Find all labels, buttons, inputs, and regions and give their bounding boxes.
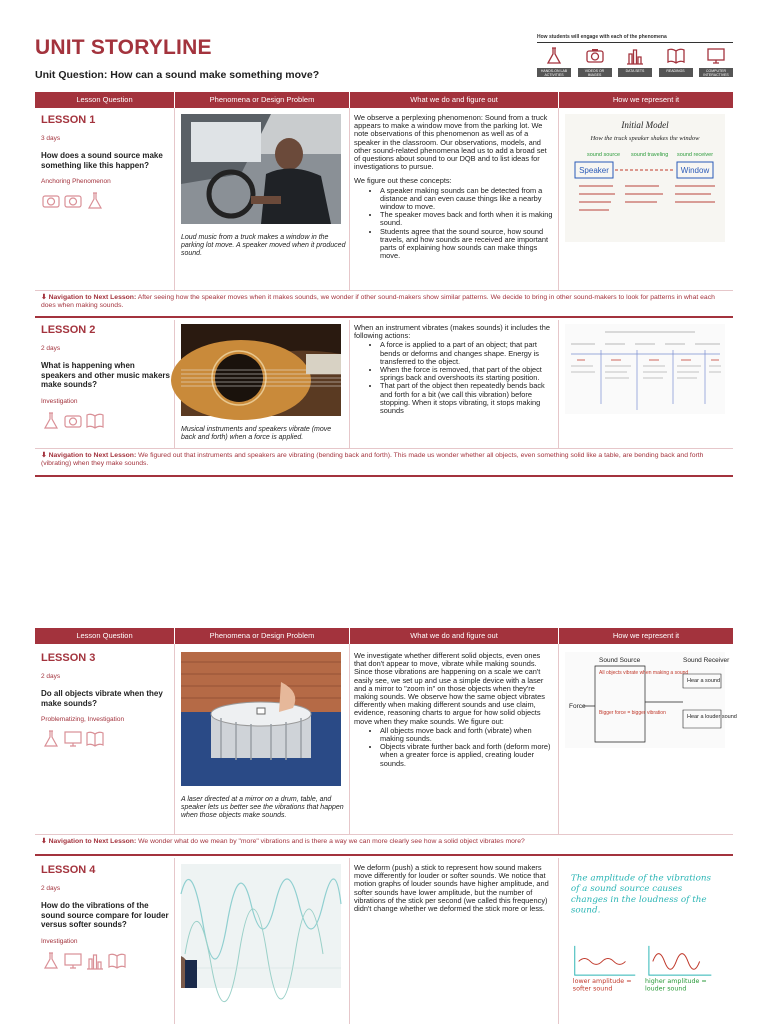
open-book-icon bbox=[107, 951, 127, 971]
nav-text: After seeing how the speaker moves when it makes sounds, we wonder if other sound-makers show similar patterns. We decide to bring in other sound-makers to look for patterns in what each does when making sounds. bbox=[41, 294, 715, 309]
concept-item: • That part of the object then repeatedly bends back and forth for a bit (we call this vibration) before stopping. When it stops vibrating, it stops making sounds bbox=[380, 382, 554, 415]
legend-label: READINGS bbox=[659, 68, 693, 77]
drum-photo bbox=[181, 652, 341, 786]
rep-label: Force bbox=[569, 703, 586, 710]
camera-icon bbox=[63, 411, 83, 431]
concept-item: • Students agree that the sound source, how sound travels, and how sounds are received are important parts of explaining how sounds can make things move. bbox=[380, 228, 554, 261]
lesson-type: Investigation bbox=[41, 937, 78, 945]
flask-icon bbox=[41, 729, 61, 749]
figure-out-text bbox=[354, 864, 554, 919]
navigation-note bbox=[35, 834, 733, 856]
engagement-legend bbox=[537, 34, 733, 77]
legend-hands-on bbox=[537, 46, 571, 77]
lesson-question: What is happening when speakers and other music makers make sounds? bbox=[41, 361, 170, 389]
engagement-heading: How students will engage with each of the phenomena bbox=[537, 34, 733, 43]
lesson-question: Do all objects vibrate when they make sounds? bbox=[41, 689, 163, 708]
nav-label: ⬇ Navigation to Next Lesson: bbox=[41, 838, 137, 845]
intro-text: We investigate whether different solid objects, even ones that don't appear to move, vibrate while making sounds. Since those vibrations are happening on a scale we can't easily see, we set up and use a simple device with a laser and a mirror to "zoom in" on those objects when they're making sounds. We observe how the same object vibrates differently when making different sounds and use claim, evidence, reasoning charts to argue for how solid objects move when they make sounds. We figure out: bbox=[354, 651, 545, 726]
low-amplitude-label: lower amplitude = softer sound bbox=[572, 977, 632, 993]
bar-chart-icon bbox=[85, 951, 105, 971]
col-figure-out: What we do and figure out bbox=[350, 628, 559, 644]
legend-videos bbox=[578, 46, 612, 77]
col-figure-out: What we do and figure out bbox=[350, 92, 559, 108]
bar-chart-icon bbox=[625, 46, 645, 66]
page-title: UNIT STORYLINE bbox=[35, 36, 212, 59]
lesson-days: 2 days bbox=[41, 885, 61, 892]
vibration-chart bbox=[565, 324, 725, 414]
camera-icon bbox=[63, 191, 83, 211]
lesson-type: Anchoring Phenomenon bbox=[41, 178, 111, 185]
initial-model-chart bbox=[565, 114, 725, 242]
navigation-note bbox=[35, 448, 733, 477]
col-represent: How we represent it bbox=[612, 631, 680, 640]
lesson-days: 3 days bbox=[41, 135, 61, 142]
legend-data bbox=[618, 46, 652, 77]
model-subtitle: How the truck speaker shakes the window bbox=[590, 135, 700, 142]
lesson-days: 2 days bbox=[41, 345, 61, 352]
lesson-title: LESSON 2 bbox=[41, 324, 96, 336]
open-book-icon bbox=[666, 46, 686, 66]
model-label: sound receiver bbox=[677, 152, 714, 158]
legend-computer bbox=[699, 46, 733, 77]
amplitude-chart bbox=[565, 864, 725, 1014]
col-represent: How we represent it bbox=[612, 95, 680, 104]
motion-graph-photo bbox=[181, 864, 341, 988]
legend-label: VIDEOS OR IMAGES bbox=[578, 68, 612, 77]
open-book-icon bbox=[85, 411, 105, 431]
legend-readings bbox=[659, 46, 693, 77]
lead-text: We figure out these concepts: bbox=[354, 176, 452, 186]
lesson-question: How do the vibrations of the sound source compare for louder versus softer sounds? bbox=[41, 901, 169, 929]
monitor-icon bbox=[63, 951, 83, 971]
col-phenomena: Phenomena or Design Problem bbox=[175, 628, 350, 644]
truck-photo bbox=[181, 114, 341, 224]
lesson-title: LESSON 3 bbox=[41, 652, 96, 664]
model-label: sound traveling bbox=[631, 152, 669, 158]
amplitude-note: The amplitude of the vibrations of a sound source causes changes in the loudness of the sound. bbox=[570, 873, 712, 916]
figure-out-text bbox=[354, 114, 554, 260]
model-label: Window bbox=[680, 166, 710, 175]
figure-out-text bbox=[354, 324, 554, 415]
phenomenon-caption: A laser directed at a mirror on a drum, table, and speaker lets us better see the vibrations that happen when those objects make sounds. bbox=[181, 796, 344, 819]
column-header-row bbox=[35, 92, 733, 108]
nav-label: ⬇ Navigation to Next Lesson: bbox=[41, 294, 137, 301]
sound-source-chart bbox=[565, 652, 737, 748]
camera-icon bbox=[585, 46, 605, 66]
model-label: sound source bbox=[587, 152, 621, 158]
legend-label: DATA SETS bbox=[618, 68, 652, 77]
flask-icon bbox=[544, 46, 564, 66]
rep-label: All objects vibrate when making a sound bbox=[599, 670, 689, 676]
lesson-type: Problematizing, Investigation bbox=[41, 716, 125, 723]
nav-text: We wonder what do we mean by "more" vibrations and is there a way we can more clearly see how a solid object vibrates more? bbox=[138, 838, 525, 845]
rep-label: Bigger force = bigger vibration bbox=[599, 710, 666, 716]
rep-label: Hear a sound bbox=[687, 678, 721, 684]
guitar-photo bbox=[181, 324, 341, 416]
intro-text: When an instrument vibrates (makes sounds) it includes the following actions: bbox=[354, 323, 550, 341]
concept-item: • A speaker making sounds can be detected from a distance and can even cause things like a nearby window to move. bbox=[380, 187, 554, 212]
phenomenon-caption: Musical instruments and speakers vibrate (move back and forth) when a force is applied. bbox=[181, 426, 332, 441]
model-label: Speaker bbox=[579, 166, 609, 175]
intro-text: We deform (push) a stick to represent how sound makers move differently for louder or softer sounds. We notice that motion graphs of louder sounds have higher amplitude, and softer sounds have lower amplitude, but the number of vibrations of the stick per second (we called this frequency) didn't change whether we deformed the stick more or less. bbox=[354, 863, 549, 914]
figure-out-text bbox=[354, 652, 554, 768]
lesson-question: How does a sound source make something like this happen? bbox=[41, 151, 163, 170]
concept-item: • When the force is removed, that part of the object springs back and overshoots its starting position. bbox=[380, 366, 554, 382]
col-phenomena: Phenomena or Design Problem bbox=[175, 92, 350, 108]
lesson-2-row bbox=[35, 324, 733, 448]
col-lesson-question: Lesson Question bbox=[35, 628, 175, 644]
concept-item: • Objects vibrate further back and forth (deform more) when a greater force is applied, creating louder sounds. bbox=[380, 743, 554, 768]
concept-item: • All objects move back and forth (vibrate) when making sounds. bbox=[380, 727, 554, 743]
camera-icon bbox=[41, 191, 61, 211]
flask-icon bbox=[41, 951, 61, 971]
legend-label: COMPUTER INTERACTIVES bbox=[699, 68, 733, 77]
lesson-type: Investigation bbox=[41, 397, 78, 405]
concept-item: • A force is applied to a part of an object; that part bends or deforms and changes shape. Energy is transferred to the object. bbox=[380, 341, 554, 366]
lesson-3-row bbox=[35, 651, 737, 834]
col-lesson-question: Lesson Question bbox=[35, 92, 175, 108]
rep-label: Sound Receiver bbox=[683, 657, 730, 664]
monitor-icon bbox=[706, 46, 726, 66]
open-book-icon bbox=[85, 729, 105, 749]
intro-text: We observe a perplexing phenomenon: Sound from a truck appears to make a window move from the parking lot. We note observations of this phenomenon as well as of a speaker in the classroom. Our observations, models, and other sound-related phenomena lead us to add a broad set of questions about sound to our DQB and to list ideas for investigations to pursue. bbox=[354, 113, 548, 172]
rep-label: Hear a louder sound bbox=[687, 714, 737, 720]
legend-label: HANDS-ON LAB ACTIVITIES bbox=[537, 68, 571, 77]
lesson-1-row bbox=[35, 114, 733, 290]
phenomenon-caption: Loud music from a truck makes a window in the parking lot move. A speaker moved when it produced sound. bbox=[181, 234, 346, 257]
column-header-row bbox=[35, 628, 733, 644]
lesson-days: 2 days bbox=[41, 673, 61, 680]
lesson-title: LESSON 1 bbox=[41, 114, 96, 126]
monitor-icon bbox=[63, 729, 83, 749]
nav-text: We figured out that instruments and speakers are vibrating (bending back and forth). This made us wonder whether all objects, even something solid like a table, are bending back and forth (vibrating) when they make sounds. bbox=[41, 452, 704, 467]
lesson-title: LESSON 4 bbox=[41, 864, 96, 876]
navigation-note bbox=[35, 290, 733, 318]
rep-label: Sound Source bbox=[599, 657, 641, 664]
nav-label: ⬇ Navigation to Next Lesson: bbox=[41, 452, 137, 459]
concept-item: • The speaker moves back and forth when it is making sound. bbox=[380, 211, 554, 227]
lesson-4-row bbox=[35, 864, 733, 1024]
flask-icon bbox=[85, 191, 105, 211]
model-title: Initial Model bbox=[621, 120, 669, 130]
unit-question: Unit Question: How can a sound make something move? bbox=[35, 69, 320, 81]
high-amplitude-label: higher amplitude = louder sound bbox=[645, 977, 707, 993]
flask-icon bbox=[41, 411, 61, 431]
